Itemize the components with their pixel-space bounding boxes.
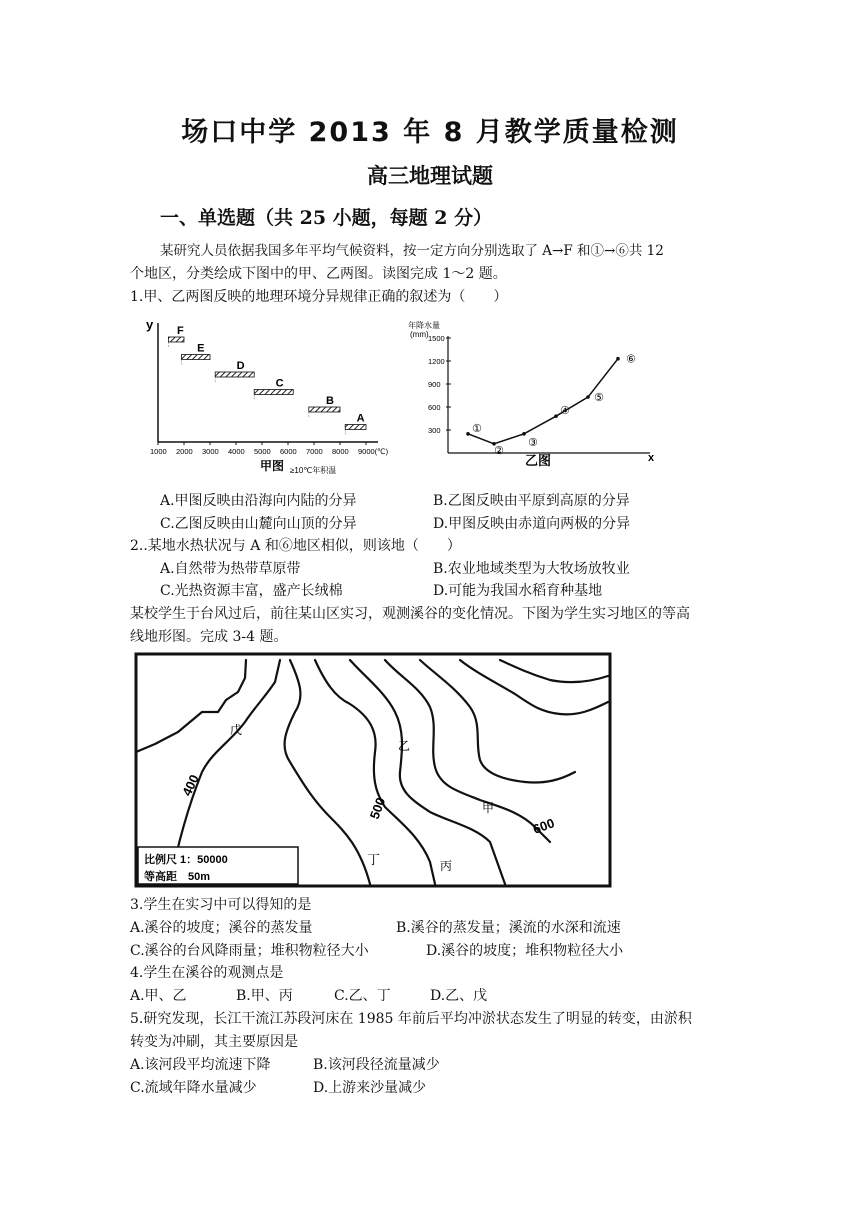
x-tick-label: 1000 (150, 447, 167, 456)
option-b: B.溪谷的蒸发量；溪流的水深和流速 (396, 920, 621, 936)
option-a: A.该河段平均流速下降 (130, 1057, 271, 1073)
question-stem-cont: 转变为冲刷，其主要原因是 (130, 1034, 298, 1050)
x-tick-label: 8000 (332, 447, 349, 456)
question-stem: 3.学生在实习中可以得知的是 (130, 897, 312, 913)
contour-map (130, 652, 616, 890)
option-a: A.甲图反映由沿海向内陆的分异 (160, 493, 357, 509)
intro-line: 个地区，分类绘成下图中的甲、乙两图。读图完成 1～2 题。 (130, 266, 507, 282)
x-tick-label: 2000 (176, 447, 193, 456)
bar-D (215, 372, 254, 377)
x-tick-label: 7000 (306, 447, 323, 456)
chart-jia (140, 315, 400, 475)
bar-label: F (176, 325, 184, 337)
intro-line: 某校学生于台风过后，前往某山区实习，观测溪谷的变化情况。下图为学生实习地区的等高 (130, 606, 690, 622)
bar-label: E (197, 342, 205, 355)
contour-label-400: 400 (179, 772, 202, 799)
bar-C (254, 390, 293, 395)
option-a: A.甲、乙 (130, 988, 187, 1004)
point-label: ④ (560, 405, 570, 418)
y-tick-label: 900 (428, 380, 441, 389)
y-tick-label: 300 (428, 426, 441, 435)
question-stem: 5.研究发现，长江干流江苏段河床在 1985 年前后平均冲淤状态发生了明显的转变，由淤积 (130, 1011, 692, 1027)
option-c: C.光热资源丰富，盛产长绒棉 (160, 583, 343, 599)
point-wu: 戊 (230, 723, 243, 737)
y-unit: (mm) (410, 330, 429, 339)
point-label: ⑤ (594, 392, 604, 405)
point-yi: 乙 (398, 739, 411, 753)
bar-label: C (275, 377, 284, 390)
bar-F (168, 337, 184, 342)
page-subtitle: 高三地理试题 (367, 164, 493, 188)
data-point (554, 414, 558, 418)
point-label: ② (494, 444, 504, 457)
option-b: B.甲、丙 (236, 988, 293, 1004)
bar-label: D (236, 360, 245, 372)
bar-B (309, 407, 340, 412)
contour-label-500: 500 (366, 795, 389, 822)
option-b: B.农业地域类型为大牧场放牧业 (433, 561, 630, 577)
x-tick-label: 3000 (202, 447, 219, 456)
data-point (616, 357, 620, 361)
y-axis-label: 年降水量 (408, 321, 440, 330)
contour-label-600: 600 (530, 815, 557, 837)
option-d: D.可能为我国水稻育种基地 (433, 583, 603, 599)
y-tick-label: 1200 (428, 357, 445, 366)
section-heading: 一、单选题（共 25 小题，每题 2 分） (160, 207, 493, 229)
point-jia: 甲 (482, 801, 495, 815)
x-tick-label: 4000 (228, 447, 245, 456)
intro-line: 某研究人员依据我国多年平均气候资料，按一定方向分别选取了 A→F 和①→⑥共 12 (160, 243, 664, 259)
data-point (466, 432, 470, 436)
point-label: ③ (528, 436, 538, 449)
y-axis-label: y (146, 317, 154, 332)
bar-A (345, 425, 366, 430)
chart-caption: 乙图 (525, 453, 552, 468)
interval-text: 等高距 50m (144, 871, 211, 883)
x-axis-label: x (648, 452, 655, 464)
chart-caption: 甲图 (260, 459, 285, 473)
point-label: ① (472, 422, 482, 435)
bar-label: A (356, 412, 365, 425)
point-ding: 丁 (367, 852, 381, 867)
y-tick-label: 1500 (428, 334, 445, 343)
question-stem: 4.学生在溪谷的观测点是 (130, 965, 284, 981)
option-d: D.甲图反映由赤道向两极的分异 (433, 516, 631, 532)
intro-line: 线地形图。完成 3-4 题。 (130, 629, 288, 645)
data-point (522, 432, 526, 436)
option-a: A.溪谷的坡度；溪谷的蒸发量 (130, 920, 313, 936)
page-title: 场口中学 2013 年 8 月教学质量检测 (181, 117, 679, 148)
data-point (586, 395, 590, 399)
question-stem: 2..某地水热状况与 A 和⑥地区相似，则该地（ ） (130, 538, 461, 554)
x-unit: ≥10℃年积温 (290, 466, 337, 475)
option-c: C.乙、丁 (334, 988, 391, 1004)
option-c: C.溪谷的台风降雨量；堆积物粒径大小 (130, 943, 369, 959)
bar-label: B (325, 395, 334, 407)
chart-yi (400, 318, 665, 473)
option-d: D.上游来沙量减少 (313, 1080, 427, 1096)
x-tick-label: 6000 (280, 447, 297, 456)
option-b: B.乙图反映由平原到高原的分异 (433, 493, 630, 509)
option-b: B.该河段径流量减少 (313, 1057, 440, 1073)
option-a: A.自然带为热带草原带 (160, 561, 301, 577)
point-bing: 丙 (440, 859, 453, 873)
y-tick-label: 600 (428, 403, 441, 412)
question-stem: 1.甲、乙两图反映的地理环境分异规律正确的叙述为（ ） (130, 289, 508, 305)
point-label: ⑥ (626, 353, 636, 366)
option-c: C.乙图反映由山麓向山顶的分异 (160, 516, 357, 532)
bar-E (181, 355, 210, 360)
x-tick-label: 9000(℃) (358, 447, 389, 456)
option-d: D.乙、戊 (430, 988, 488, 1004)
option-c: C.流域年降水量减少 (130, 1080, 257, 1096)
scale-text: 比例尺 1：50000 (144, 854, 228, 866)
option-d: D.溪谷的坡度；堆积物粒径大小 (426, 943, 624, 959)
x-tick-label: 5000 (254, 447, 271, 456)
